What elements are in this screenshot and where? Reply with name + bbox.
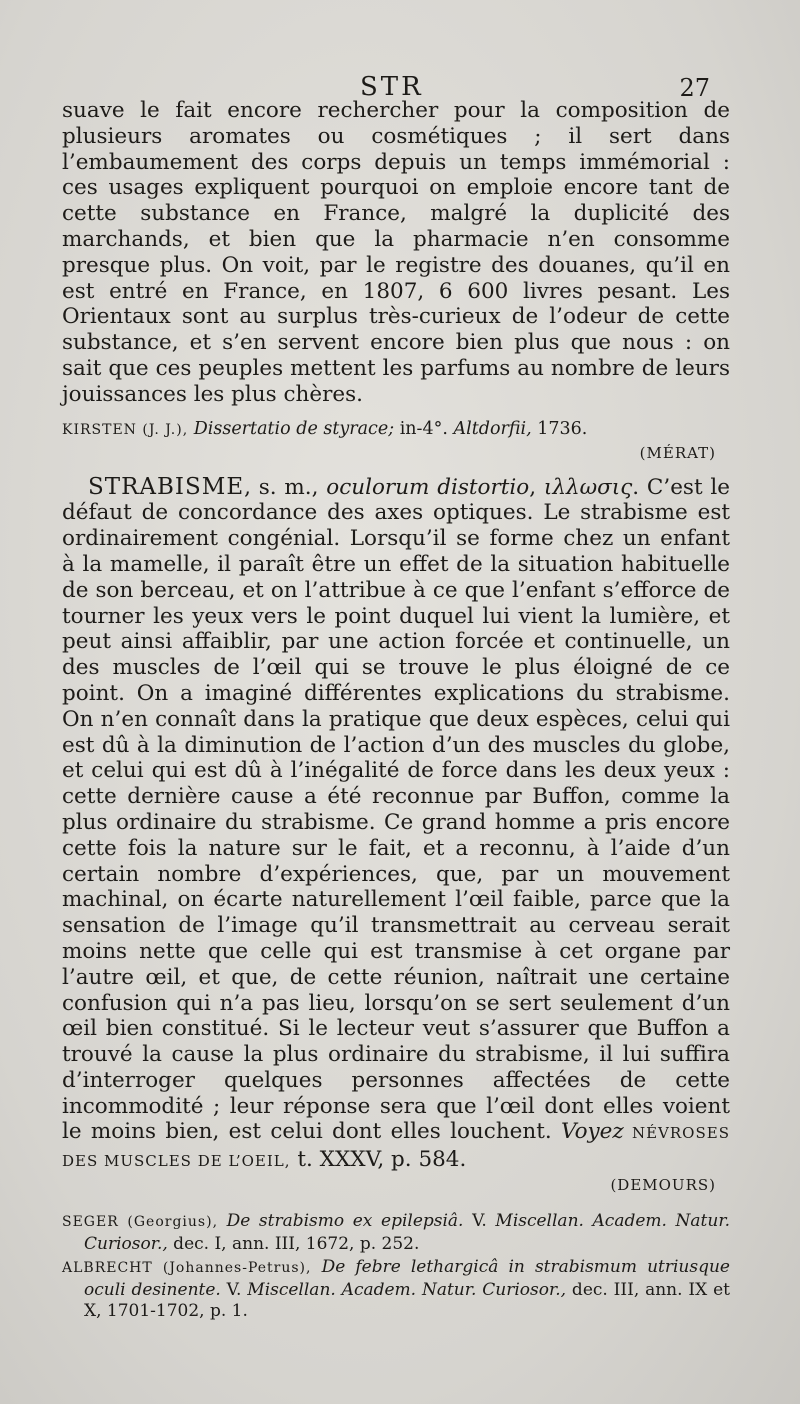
entry-greek: ιλλωσις (543, 474, 633, 500)
entry-body: . C’est le défaut de concordance des axes optiques. Le strabisme est ordinairement congénial. Lorsqu’il se forme chez un enfant à la mamelle, il paraît être un effet de la situation habituelle de son berceau, et on l’attribue à ce que l’enfant s’efforce de tourner les yeux vers le point duquel lui vient la lumière, et peut ainsi affaiblir, par une action forcée et continuelle, un des muscles de l’œil qui se trouve le plus éloigné de ce point. On a imaginé différentes explications du strabisme. On n’en connaît dans la pratique que deux espèces, celui qui est dû à la diminution de l’action d’un des muscles du globe, et celui qui est dû à l’inégalité de force dans les deux yeux : cette dernière cause a été reconnue par Buffon, comme la plus ordinaire du strabisme. Ce grand homme a pris encore cette fois la nature sur le fait, et a reconnu, à l’aide d’un certain nombre d’expériences, que, par un mouvement machinal, on écarte naturellement l’œil faible, parce que la sensation de l’image qu’il transmettrait au cerveau serait moins nette que celle qui est transmise à cet organe par l’autre œil, et que, de cette réunion, naîtrait une certaine confusion qui n’a pas lieu, lorsqu’on se sert seulement d’un œil bien constitué. Si le lecteur veut s’assurer que Buffon a trouvé la cause la plus ordinaire du strabisme, il lui suffira d’interroger quelques personnes affectées de cette incommodité ; leur réponse sera que l’œil dont elles voient le moins bien, est celui dont elles louchent. (62, 474, 730, 1145)
bibliography-item (62, 1257, 730, 1323)
reference-tail: dec. III, ann. IX et X, 1701-1702, p. 1. (84, 1279, 730, 1322)
author-signature-merat: (MÉRAT) (639, 443, 716, 462)
author-signature-demours: (DEMOURS) (610, 1176, 716, 1195)
bibliography-item (62, 1211, 730, 1255)
entry-separator: , (529, 474, 544, 500)
reference-mid: V. (220, 1279, 248, 1300)
reference-source: Miscellan. Academ. Natur. Curiosor., (84, 1211, 730, 1254)
reference-source: Miscellan. Academ. Natur. Curiosor., (247, 1279, 567, 1300)
entry-headword: STRABISME (88, 473, 245, 500)
page-number: 27 (679, 74, 710, 102)
cross-reference: NÉVROSES DES MUSCLES DE L’OEIL, (62, 1124, 730, 1171)
bibliography (62, 1211, 730, 1323)
voyez-label: Voyez (561, 1119, 624, 1145)
reference-title: De strabismo ex epilepsiâ. (226, 1211, 464, 1232)
reference-author: KIRSTEN (J. J.), (62, 421, 189, 438)
reference-mid: V. (463, 1211, 496, 1232)
kirsten-reference (62, 418, 730, 441)
reference-format: in-4°. (394, 418, 448, 439)
reference-year: 1736. (531, 418, 588, 439)
running-head: STR (360, 72, 424, 102)
entry-grammar: , s. m., (244, 474, 327, 500)
cross-reference-location: t. XXXV, p. 584. (290, 1147, 467, 1173)
reference-place: Altdorfii, (453, 418, 532, 439)
reference-tail: dec. I, ann. III, 1672, p. 252. (167, 1233, 420, 1254)
reference-title: Dissertatio de styrace; (193, 418, 395, 439)
reference-title: De febre lethargicâ in strabismum utriusque oculi desinente. (84, 1257, 730, 1300)
reference-author: SEGER (Georgius), (62, 1214, 219, 1231)
body-text (62, 98, 730, 1325)
reference-author: ALBRECHT (Johannes-Petrus), (62, 1260, 312, 1277)
strabisme-entry (62, 475, 730, 1176)
entry-latin: oculorum distortio (326, 474, 530, 500)
continuation-paragraph: suave le fait encore rechercher pour la composition de plusieurs aromates ou cosmétiques ; il sert dans l’embaumement des corps depuis un temps immémorial : ces usages expliquent pourquoi on emploie encore tant de cette substance en France, malgré la duplicité des marchands, et bien que la pharmacie n’en consomme presque plus. On voit, par le registre des douanes, qu’il en est entré en France, en 1807, 6 600 livres pesant. Les Orientaux sont au surplus très-curieux de l’odeur de cette substance, et s’en servent encore bien plus que nous : on sait que ces peuples mettent les parfums au nombre de leurs jouissances les plus chères. (62, 98, 730, 407)
